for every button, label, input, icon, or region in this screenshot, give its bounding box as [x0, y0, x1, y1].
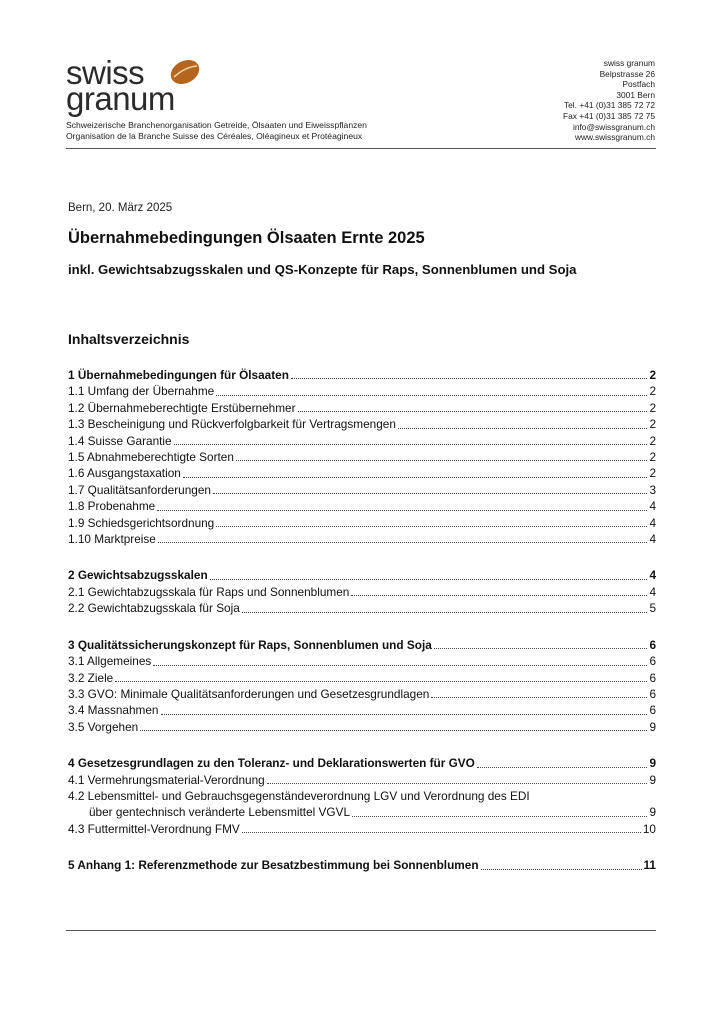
- toc-entry[interactable]: [68, 804, 656, 820]
- toc-entry-label: 1.9 Schiedsgerichtsordnung: [68, 515, 215, 530]
- toc-section: [68, 637, 656, 735]
- toc-entry[interactable]: [68, 788, 656, 804]
- table-of-contents: [68, 367, 656, 894]
- toc-page-number: 4: [649, 584, 656, 599]
- toc-section: [68, 755, 656, 837]
- toc-entry[interactable]: [68, 400, 656, 416]
- toc-page-number: 2: [649, 433, 656, 448]
- toc-page-number: 4: [649, 499, 656, 514]
- address-line: Belpstrasse 26: [599, 68, 655, 79]
- toc-entry-label: 4.1 Vermehrungsmaterial-Verordnung: [68, 772, 265, 787]
- toc-entry[interactable]: [68, 515, 656, 531]
- toc-dot-leader: [161, 714, 648, 715]
- toc-entry[interactable]: [68, 600, 656, 616]
- toc-entry-label: 2 Gewichtsabzugsskalen: [68, 568, 208, 583]
- toc-page-number: 10: [642, 821, 656, 836]
- address-line: Postfach: [622, 79, 655, 90]
- toc-entry-label: 2.1 Gewichtabzugsskala für Raps und Sonnenblumen: [68, 584, 350, 599]
- toc-dot-leader: [351, 595, 647, 596]
- toc-dot-leader: [434, 648, 648, 649]
- toc-entry-label: 3.1 Allgemeines: [68, 654, 152, 669]
- toc-page-number: 2: [649, 400, 656, 415]
- toc-section-entry[interactable]: [68, 857, 656, 873]
- toc-page-number: 9: [649, 756, 656, 771]
- toc-page-number: 2: [649, 417, 656, 432]
- footer-divider: [66, 930, 656, 931]
- grain-icon: [168, 58, 202, 86]
- header-divider: [66, 148, 656, 149]
- toc-page-number: 4: [649, 515, 656, 530]
- toc-page-number: 2: [649, 384, 656, 399]
- toc-entry-label: 3.2 Ziele: [68, 670, 114, 685]
- toc-entry[interactable]: [68, 449, 656, 465]
- toc-page-number: 3: [649, 482, 656, 497]
- toc-entry-label: 1.8 Probenahme: [68, 499, 156, 514]
- toc-page-number: 2: [649, 368, 656, 382]
- toc-section: [68, 367, 656, 547]
- toc-section: [68, 567, 656, 616]
- address-line: swiss granum: [603, 58, 655, 68]
- toc-entry-label: 1.1 Umfang der Übernahme: [68, 384, 215, 399]
- toc-entry[interactable]: [68, 686, 656, 702]
- toc-entry-label: 2.2 Gewichtabzugsskala für Soja: [68, 601, 240, 616]
- toc-entry[interactable]: [68, 498, 656, 514]
- address-line: 3001 Bern: [616, 89, 655, 100]
- organisation-names: [66, 120, 367, 142]
- toc-section-entry[interactable]: [68, 637, 656, 653]
- toc-entry-label: 3.5 Vorgehen: [68, 719, 139, 734]
- logo-word-swiss: swiss: [66, 54, 145, 91]
- toc-page-number: 5: [649, 601, 656, 616]
- toc-dot-leader: [291, 378, 648, 379]
- toc-dot-leader: [210, 579, 648, 580]
- toc-entry-label: 1 Übernahmebedingungen für Ölsaaten: [68, 368, 289, 382]
- document-title: Übernahmebedingungen Ölsaaten Ernte 2025: [68, 229, 425, 247]
- toc-entry-label: 3.4 Massnahmen: [68, 703, 159, 718]
- swiss-granum-logo: [66, 56, 216, 118]
- address-fax: Fax +41 (0)31 385 72 75: [563, 110, 655, 121]
- toc-dot-leader: [242, 612, 648, 613]
- toc-entry[interactable]: [68, 821, 656, 837]
- toc-entry-label: 1.2 Übernahmeberechtigte Erstübernehmer: [68, 400, 296, 415]
- address-website: www.swissgranum.ch: [574, 132, 655, 143]
- toc-dot-leader: [115, 681, 647, 682]
- toc-page-number: 6: [649, 654, 656, 669]
- toc-page-number: 4: [649, 568, 656, 583]
- toc-dot-leader: [140, 730, 647, 731]
- toc-dot-leader: [216, 526, 647, 527]
- toc-dot-leader: [267, 783, 648, 784]
- toc-entry[interactable]: [68, 702, 656, 718]
- toc-entry-label: 4.2 Lebensmittel- und Gebrauchsgegenständeverordnung LGV und Verordnung des EDI: [68, 788, 530, 803]
- logo-word-granum: granum: [66, 80, 175, 117]
- toc-entry-label: über gentechnisch veränderte Lebensmittel VGVL: [89, 805, 351, 820]
- toc-entry[interactable]: [68, 482, 656, 498]
- toc-entry-label: 3 Qualitätssicherungskonzept für Raps, Sonnenblumen und Soja: [68, 637, 432, 652]
- toc-section: [68, 857, 656, 873]
- org-name-de: Schweizerische Branchenorganisation Getreide, Ölsaaten und Eiweisspflanzen: [66, 120, 367, 130]
- toc-entry[interactable]: [68, 416, 656, 432]
- toc-entry-label: 1.6 Ausgangstaxation: [68, 466, 181, 481]
- toc-page-number: 2: [649, 466, 656, 481]
- toc-entry-label: 5 Anhang 1: Referenzmethode zur Besatzbestimmung bei Sonnenblumen: [68, 858, 479, 873]
- toc-entry-label: 1.5 Abnahmeberechtigte Sorten: [68, 450, 234, 465]
- toc-dot-leader: [236, 460, 648, 461]
- toc-section-entry[interactable]: [68, 567, 656, 583]
- toc-page-number: 6: [649, 686, 656, 701]
- toc-entry-label: 4.3 Futtermittel-Verordnung FMV: [68, 821, 240, 836]
- document-subtitle: inkl. Gewichtsabzugsskalen und QS-Konzepte für Raps, Sonnenblumen und Soja: [68, 262, 577, 277]
- toc-page-number: 9: [649, 772, 656, 787]
- toc-dot-leader: [481, 869, 642, 870]
- toc-entry[interactable]: [68, 670, 656, 686]
- toc-page-number: 11: [643, 858, 656, 873]
- toc-entry-label: 1.3 Bescheinigung und Rückverfolgbarkeit für Vertragsmengen: [68, 417, 396, 432]
- toc-entry[interactable]: [68, 719, 656, 735]
- toc-dot-leader: [477, 767, 648, 768]
- toc-entry[interactable]: [68, 584, 656, 600]
- toc-entry-label: 1.4 Suisse Garantie: [68, 433, 172, 448]
- toc-page-number: 6: [649, 670, 656, 685]
- toc-page-number: 9: [649, 805, 656, 820]
- header-logo-block: [66, 54, 486, 141]
- toc-page-number: 6: [649, 703, 656, 718]
- toc-entry[interactable]: [68, 772, 656, 788]
- toc-dot-leader: [174, 444, 648, 445]
- toc-dot-leader: [352, 816, 647, 817]
- toc-entry-label: 1.7 Qualitätsanforderungen: [68, 482, 211, 497]
- toc-page-number: 2: [649, 450, 656, 465]
- toc-entry[interactable]: [68, 383, 656, 399]
- toc-dot-leader: [157, 510, 647, 511]
- org-name-fr: Organisation de la Branche Suisse des Céréales, Oléagineux et Protéagineux: [66, 131, 363, 141]
- toc-section-entry[interactable]: [68, 755, 656, 771]
- toc-dot-leader: [242, 832, 641, 833]
- toc-dot-leader: [183, 477, 648, 478]
- toc-dot-leader: [213, 493, 647, 494]
- toc-page-number: 4: [649, 532, 656, 547]
- toc-entry[interactable]: [68, 465, 656, 481]
- toc-entry-label: 1.10 Marktpreise: [68, 532, 156, 547]
- toc-dot-leader: [216, 395, 647, 396]
- toc-dot-leader: [158, 542, 648, 543]
- address-phone: Tel. +41 (0)31 385 72 72: [563, 100, 655, 111]
- toc-entry-label: 4 Gesetzesgrundlagen zu den Toleranz- und Deklarationswerten für GVO: [68, 756, 475, 771]
- toc-entry[interactable]: [68, 433, 656, 449]
- toc-heading: Inhaltsverzeichnis: [68, 331, 190, 347]
- toc-dot-leader: [153, 665, 647, 666]
- toc-entry-label: 3.3 GVO: Minimale Qualitätsanforderungen und Gesetzesgrundlagen: [68, 686, 430, 701]
- document-date: Bern, 20. März 2025: [68, 202, 173, 214]
- toc-page-number: 9: [649, 719, 656, 734]
- sender-address: [563, 58, 655, 143]
- toc-entry[interactable]: [68, 531, 656, 547]
- toc-dot-leader: [298, 411, 648, 412]
- address-email: info@swissgranum.ch: [572, 121, 655, 132]
- toc-dot-leader: [431, 697, 647, 698]
- toc-page-number: 6: [649, 637, 656, 652]
- toc-section-entry[interactable]: [68, 367, 656, 383]
- toc-entry[interactable]: [68, 653, 656, 669]
- toc-dot-leader: [398, 428, 648, 429]
